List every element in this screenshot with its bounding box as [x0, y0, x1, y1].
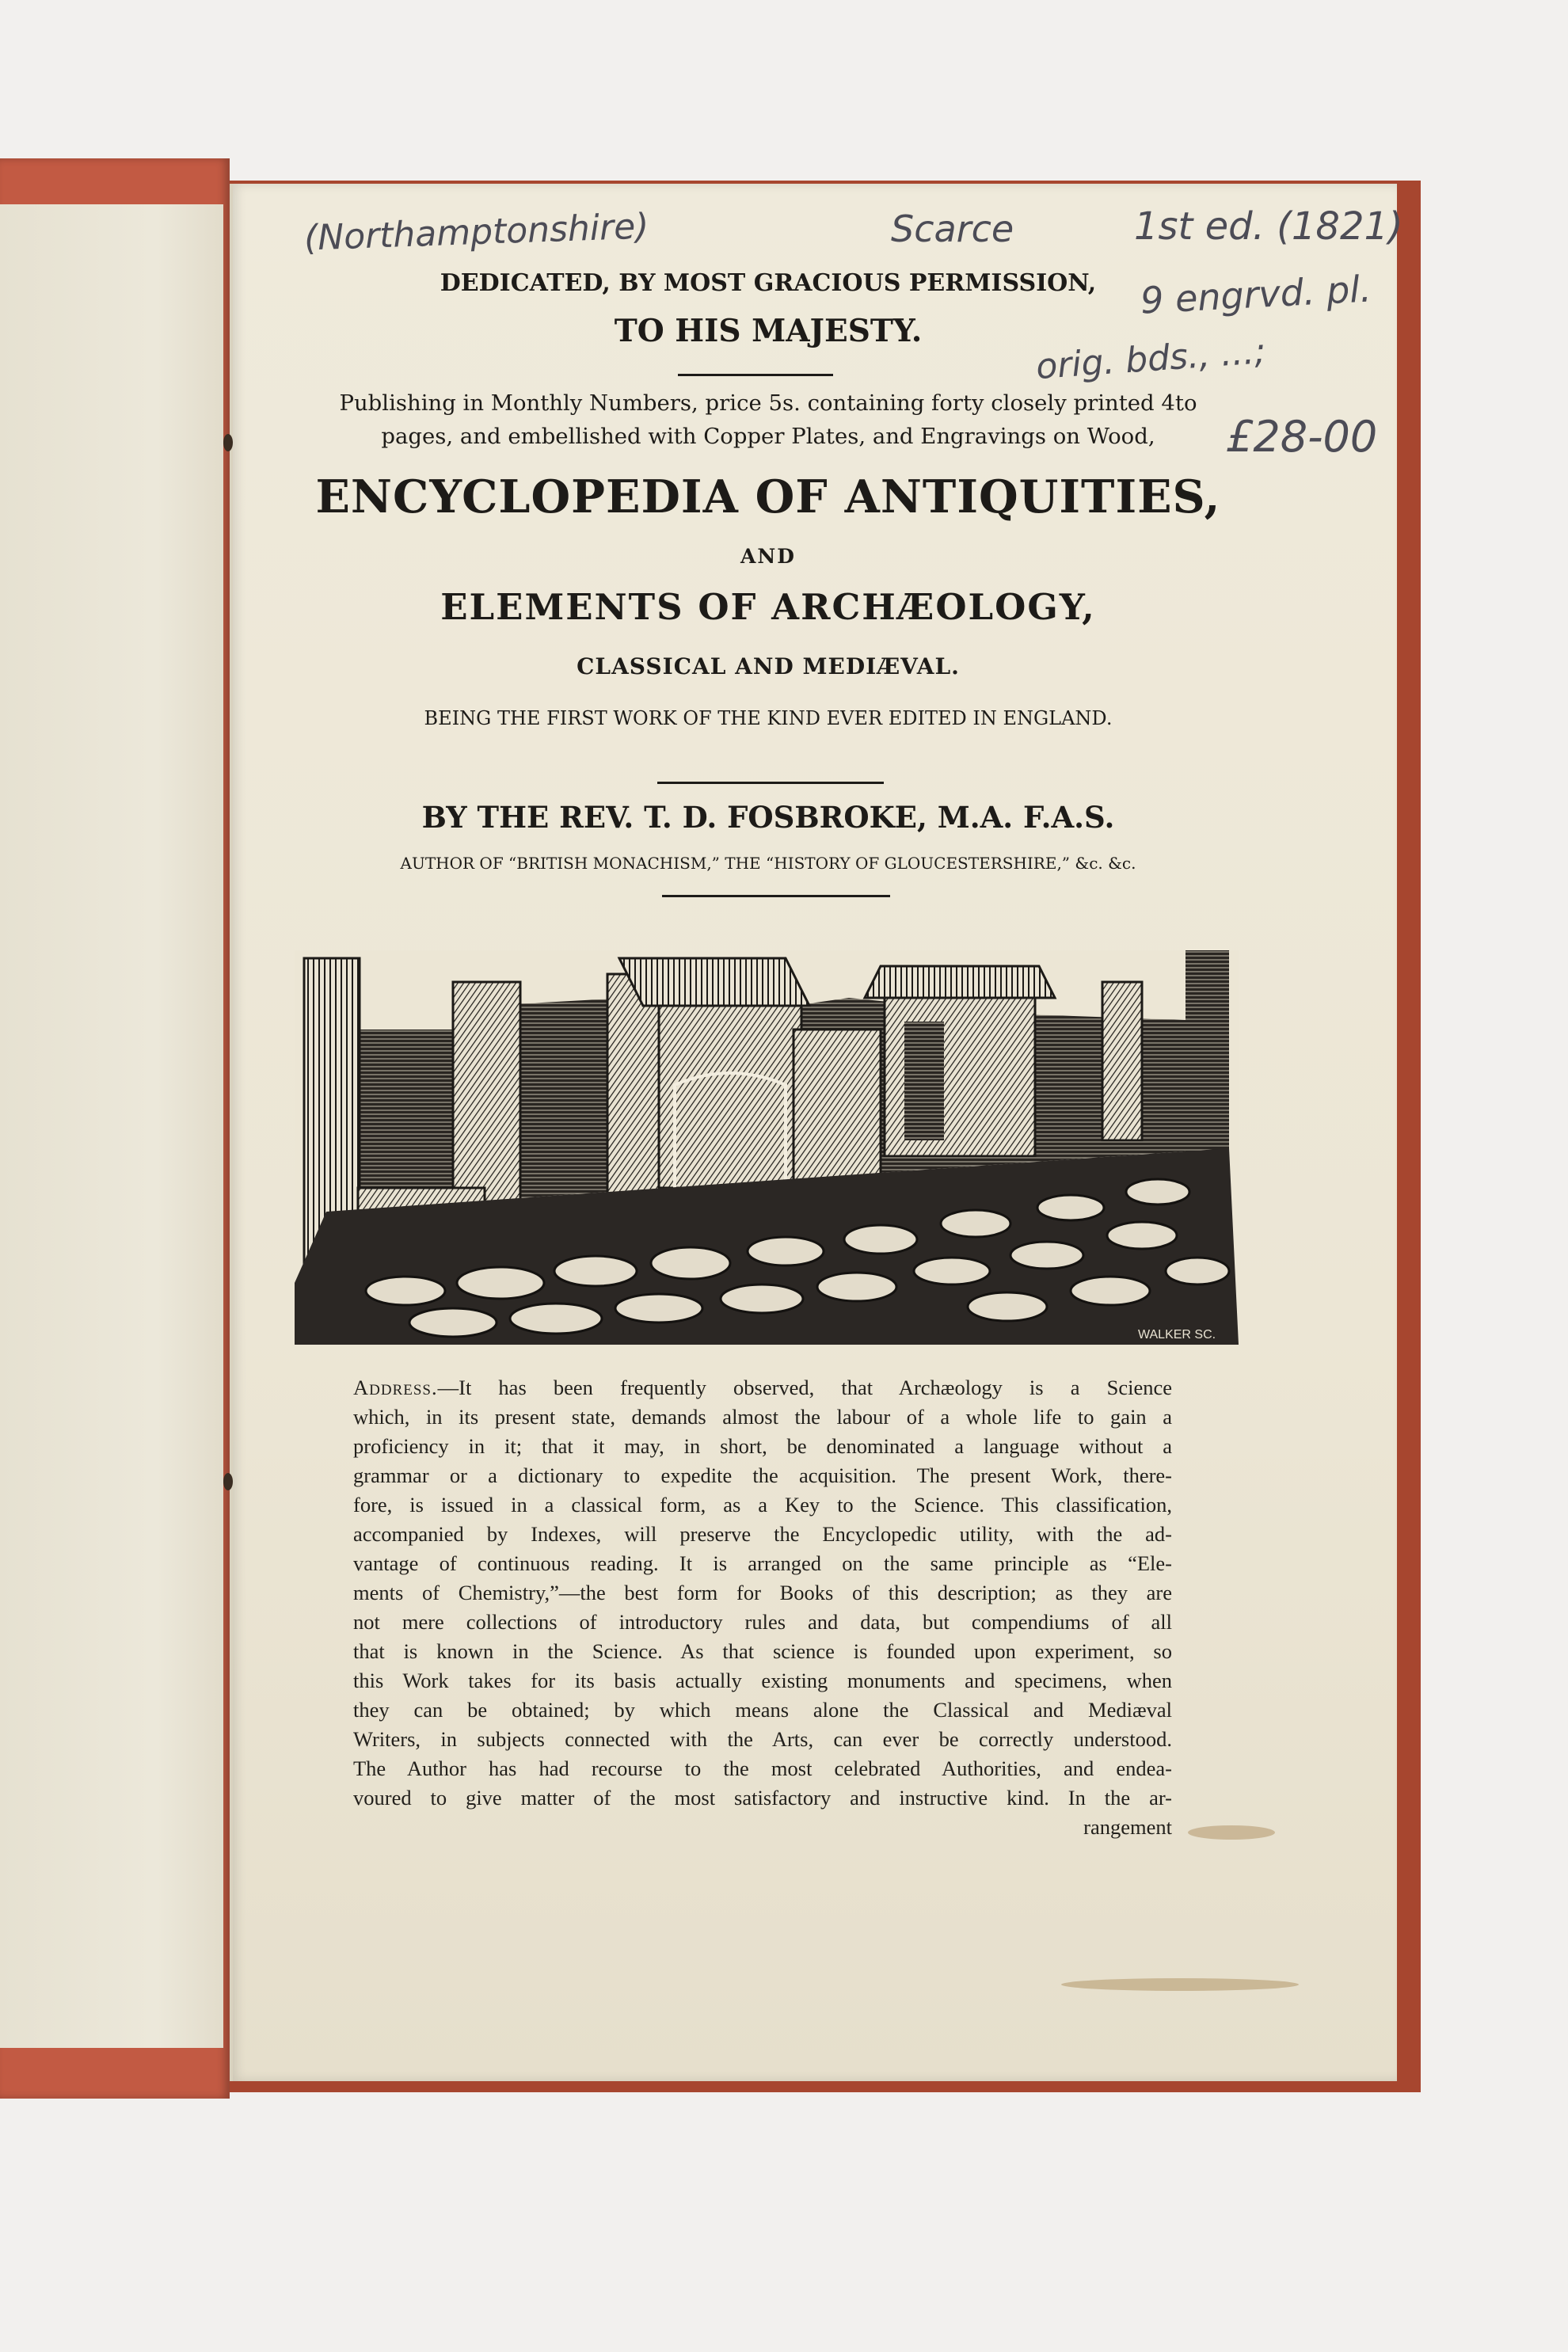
shrine	[794, 1029, 881, 1180]
address-line: which, in its present state, demands almost the labour of a whole life to gain a	[353, 1405, 1172, 1429]
address-line: vantage of continuous reading. It is arranged on the same principle as “Ele-	[353, 1551, 1172, 1575]
handwritten-price-note: £28-00	[1226, 412, 1378, 462]
address-line: The Author has had recourse to the most celebrated Authorities, and endea-	[353, 1756, 1172, 1780]
address-paragraph	[353, 1373, 1172, 1842]
subtitle: CLASSICAL AND MEDIÆVAL.	[577, 653, 960, 679]
address-line: ments of Chemistry,”—the best form for Books of this description; as they are	[353, 1581, 1172, 1604]
address-line: fore, is issued in a classical form, as a Key to the Science. This classification,	[353, 1493, 1172, 1517]
handwritten-scarce-note: Scarce	[891, 207, 1014, 250]
handwritten-edition-note: 1st ed. (1821)	[1134, 204, 1403, 249]
author-rule-top	[657, 782, 884, 784]
gateway	[659, 1006, 801, 1188]
roof-2	[865, 966, 1055, 998]
publishing-line-1: Publishing in Monthly Numbers, price 5s. containing forty closely printed 4to	[339, 390, 1197, 416]
catchword: rangement	[1083, 1815, 1172, 1839]
header-rule	[678, 374, 833, 376]
title-and: AND	[740, 545, 796, 568]
address-lead: Address.	[353, 1376, 438, 1399]
handwritten-binding-note: orig. bds., ...;	[1034, 330, 1268, 388]
tagline: BEING THE FIRST WORK OF THE KIND EVER EDITED IN ENGLAND.	[424, 707, 1113, 729]
author-byline: BY THE REV. T. D. FOSBROKE, M.A. F.A.S.	[421, 800, 1115, 835]
address-line: that is known in the Science. As that science is founded upon experiment, so	[353, 1639, 1172, 1663]
binding-hole	[223, 434, 233, 451]
roof-1	[619, 958, 809, 1006]
address-line: Address.—It has been frequently observed, that Archæology is a Science	[353, 1376, 1172, 1399]
address-line: this Work takes for its basis actually existing monuments and specimens, when	[353, 1669, 1172, 1692]
main-title: ENCYCLOPEDIA OF ANTIQUITIES,	[315, 470, 1221, 523]
engraver-signature: WALKER SC.	[1138, 1328, 1216, 1342]
address-line: they can be obtained; by which means alone the Classical and Mediæval	[353, 1698, 1172, 1722]
pier-2	[607, 974, 663, 1212]
address-line: voured to give matter of the most satisfactory and instructive kind. In the ar-	[353, 1786, 1172, 1810]
address-line: Writers, in subjects connected with the Arts, can ever be correctly understood.	[353, 1727, 1172, 1751]
majesty-line: TO HIS MAJESTY.	[614, 313, 923, 349]
dedication-line: DEDICATED, BY MOST GRACIOUS PERMISSION,	[440, 269, 1097, 297]
left-endpaper	[0, 204, 223, 2048]
author-rule-bottom	[662, 895, 890, 897]
right-pier	[1102, 982, 1142, 1140]
street-ruins-engraving	[295, 950, 1239, 1345]
author-credits: AUTHOR OF “BRITISH MONACHISM,” THE “HISTORY OF GLOUCESTERSHIRE,” &c. &c.	[400, 854, 1136, 873]
gutter	[230, 184, 233, 2081]
binding-hole	[223, 1473, 233, 1490]
checker-panel	[904, 1022, 944, 1140]
address-line: accompanied by Indexes, will preserve the Encyclopedic utility, with the ad-	[353, 1522, 1172, 1546]
foxing-stain	[1061, 1978, 1299, 1991]
address-line: proficiency in it; that it may, in short, be denominated a language without a	[353, 1434, 1172, 1458]
handwritten-region-note: (Northamptonshire)	[303, 206, 650, 259]
address-line: grammar or a dictionary to expedite the acquisition. The present Work, there-	[353, 1463, 1172, 1487]
foxing-stain	[1188, 1825, 1275, 1840]
address-line: not mere collections of introductory rules and data, but compendiums of all	[353, 1610, 1172, 1634]
second-title: ELEMENTS OF ARCHÆOLOGY,	[440, 586, 1096, 628]
publishing-line-2: pages, and embellished with Copper Plates, and Engravings on Wood,	[381, 424, 1155, 449]
handwritten-plates-note: 9 engrvd. pl.	[1139, 267, 1372, 322]
